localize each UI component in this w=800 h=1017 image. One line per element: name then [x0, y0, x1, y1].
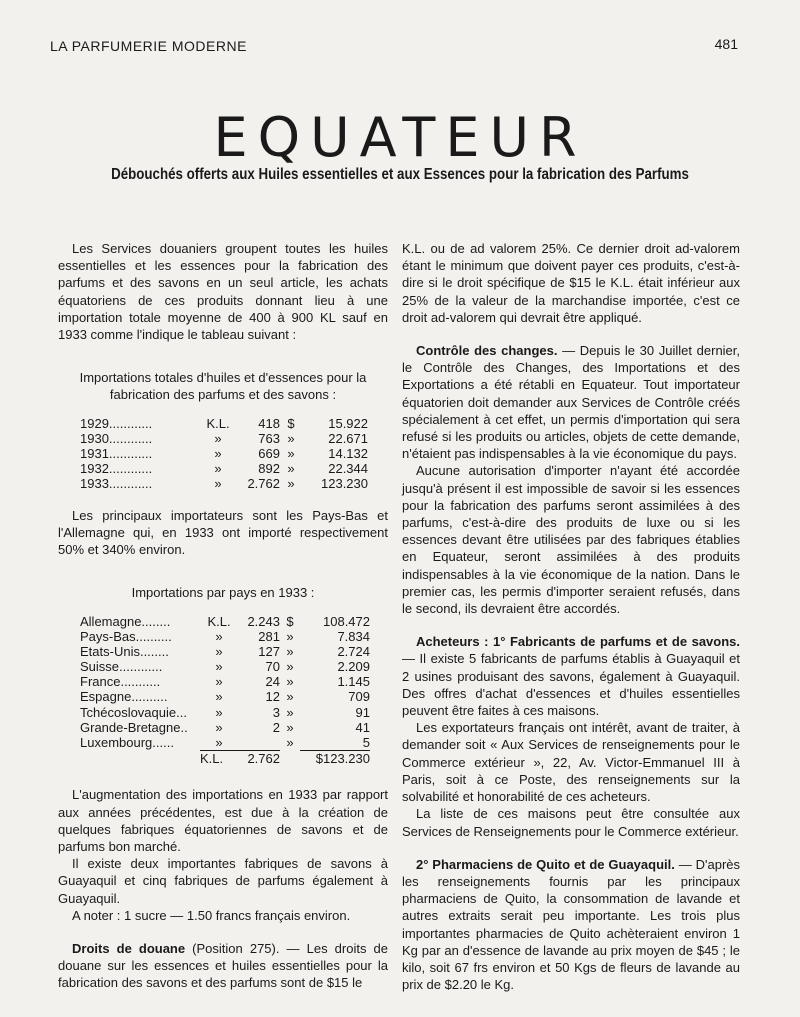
kl-cell: 2.243	[247, 613, 280, 629]
year-cell: 1932............	[80, 460, 153, 476]
country-cell: Tchécoslovaquie...	[80, 704, 187, 720]
usd-cell: 22.671	[328, 430, 368, 446]
article-subtitle: Débouchés offerts aux Huiles essentielles et aux Essences pour la fabrication des Parfums	[111, 166, 689, 183]
usd-cell: 709	[348, 689, 370, 705]
kl-cell	[238, 735, 280, 751]
droits-heading: Droits de douane	[72, 940, 186, 956]
kl-cell: 2	[272, 719, 280, 735]
table-totals-by-year	[80, 416, 368, 491]
kl-cell: 3	[272, 704, 280, 720]
country-cell: Suisse............	[80, 659, 163, 675]
left-column	[58, 240, 388, 992]
table-row	[80, 629, 370, 644]
kl-cell: 892	[258, 460, 280, 476]
country-cell: Luxembourg......	[80, 735, 174, 751]
unit-cell: »	[214, 430, 222, 446]
page-number: 481	[714, 36, 738, 52]
table-row	[80, 461, 368, 476]
running-head: LA PARFUMERIE MODERNE	[50, 38, 247, 54]
usd-cell: 5	[362, 735, 370, 751]
pharmaciens-text: — D'après les renseignements fournis par les principaux pharmaciens de Quito, la consommation de lavande et autres extraits serait peu importante. Les trois plus importantes pharmacies de Quito achèteraient environ 1 Kg par an d'essence de lavande au prix moyen de $45 ; le kilo, soit 67 frs environ et 50 Kgs de fleurs de lavande au prix de $2.20 le Kg.	[402, 856, 740, 993]
currency-cell: »	[286, 643, 294, 659]
usd-cell: 123.230	[321, 475, 368, 491]
kl-cell: 2.762	[247, 475, 280, 491]
currency-cell: »	[287, 460, 295, 476]
controle-heading: Contrôle des changes.	[416, 343, 558, 359]
kl-cell: 418	[258, 415, 280, 431]
unit-cell: »	[215, 659, 223, 675]
acheteurs-text: — Il existe 5 fabricants de parfums établis à Guayaquil et 2 usines produisant des savons, également à Guayaquil. Des offres d'achat d'essences et d'huiles essentielles peuvent être faites à ces maisons.	[402, 651, 740, 719]
usd-cell: 22.344	[328, 460, 368, 476]
year-cell: 1929............	[80, 415, 153, 431]
unit-cell: »	[214, 460, 222, 476]
acheteurs-heading: Acheteurs : 1° Fabricants de parfums et de savons.	[416, 634, 740, 650]
kl-cell: 763	[258, 430, 280, 446]
table-by-country	[80, 613, 370, 766]
unit-cell: »	[215, 704, 223, 720]
country-cell: Espagne..........	[80, 689, 168, 705]
currency-cell: »	[286, 659, 294, 675]
fabriques-paragraph: Il existe deux importantes fabriques de savons à Guayaquil et cinq fabriques de parfums également à Guayaquil.	[58, 856, 388, 906]
currency-cell: »	[286, 628, 294, 644]
table1-title: Importations totales d'huiles et d'essences pour la fabrication des parfums et des savons :	[79, 370, 367, 403]
year-cell: 1931............	[80, 445, 153, 461]
acheteurs-paragraph	[402, 633, 740, 719]
usd-cell: 15.922	[328, 415, 368, 431]
controle-text: — Depuis le 30 Juillet dernier, le Contrôle des Changes, des Importations et des Exportations a été rétabli en Equateur. Tout importateur équatorien doit demander aux Services de Contrôle créés spécialement à cet effet, un permis d'importation qui sera refusé si les produits ou articles, objets de cette demande, n'étaient pas indispensables à la vie économique du pays.	[402, 343, 741, 462]
currency-cell: »	[286, 689, 294, 705]
usd-cell: 41	[355, 719, 370, 735]
pharmaciens-heading: 2° Pharmaciens de Quito et de Guayaquil.	[416, 856, 675, 872]
unit-cell: »	[215, 719, 223, 735]
kl-cell: 70	[265, 659, 280, 675]
continued-paragraph: K.L. ou de ad valorem 25%. Ce dernier droit ad-valorem étant le minimum que doivent payer ces produits, c'est-à-dire si le droit spécifique de $15 le K.L. était inférieur aux 25% de la valeur de la marchandise importée, c'est ce droit ad-valorem qui devrait être appliqué.	[402, 241, 740, 325]
table-row	[80, 476, 368, 491]
table-row	[80, 644, 370, 659]
intro-paragraph: Les Services douaniers groupent toutes les huiles essentielles et les essences pour la fabrication des parfums et des savons en un seul article, les achats équatoriens de ces produits donnant lieu à une importation totale moyenne de 400 à 900 KL sauf en 1933 comme l'indique le tableau suivant :	[58, 241, 388, 343]
currency-cell: $	[287, 415, 295, 431]
aucune-paragraph: Aucune autorisation d'importer n'ayant été accordée jusqu'à présent il est impossible de savoir si les essences pour la fabrication des parfums seront assimilées à des parfums, c'est-à-dire des produits de luxe ou si les essences devant être utilisées par des fabriques établies en Equateur, seront assimilées à des produits indispensables à la vie économique de la nation. Dans le premier cas, les permis d'importer seraient refusés, dans le second, ils devraient être accordés.	[402, 463, 740, 617]
controle-paragraph	[402, 342, 740, 462]
table2-title: Importations par pays en 1933 :	[131, 585, 315, 601]
table-row	[80, 674, 370, 689]
total-unit: K.L.	[200, 751, 238, 767]
kl-cell: 669	[258, 445, 280, 461]
table-row	[80, 720, 370, 735]
currency-cell: »	[287, 475, 295, 491]
usd-cell: 7.834	[337, 628, 370, 644]
usd-cell: 1.145	[337, 674, 370, 690]
table-row	[80, 735, 370, 751]
currency-cell: »	[286, 674, 294, 690]
country-cell: France...........	[80, 674, 161, 690]
usd-cell: 108.472	[323, 613, 370, 629]
unit-cell: »	[215, 643, 223, 659]
table-row	[80, 446, 368, 461]
unit-cell: »	[215, 628, 223, 644]
kl-cell: 12	[265, 689, 280, 705]
unit-cell: »	[215, 689, 223, 705]
country-cell: Allemagne........	[80, 613, 171, 629]
liste-paragraph: La liste de ces maisons peut être consultée aux Services de Renseignements pour le Commerce extérieur.	[402, 806, 740, 839]
usd-cell: 2.209	[337, 659, 370, 675]
year-cell: 1930............	[80, 430, 153, 446]
unit-cell: K.L.	[207, 613, 231, 629]
currency-cell: »	[287, 445, 295, 461]
augmentation-paragraph: L'augmentation des importations en 1933 par rapport aux années précédentes, est due à la création de quelques fabriques équatoriennes de savons et de parfums bon marché.	[58, 787, 388, 854]
currency-cell: $	[286, 613, 294, 629]
droits-paragraph	[58, 940, 388, 992]
table-row	[80, 416, 368, 431]
table-row	[80, 705, 370, 720]
table-total-row	[80, 751, 370, 767]
pharmaciens-paragraph	[402, 856, 740, 994]
right-column	[402, 240, 740, 993]
currency-cell: »	[287, 430, 295, 446]
currency-cell: »	[286, 704, 294, 720]
country-cell: Pays-Bas..........	[80, 628, 172, 644]
kl-cell: 24	[265, 674, 280, 690]
total-kl: 2.762	[238, 751, 280, 767]
total-usd: $123.230	[300, 751, 370, 767]
usd-cell: 91	[355, 704, 370, 720]
currency-cell: »	[286, 719, 294, 735]
country-cell: Etats-Unis........	[80, 643, 169, 659]
table-row	[80, 431, 368, 446]
usd-cell: 14.132	[328, 445, 368, 461]
importers-paragraph: Les principaux importateurs sont les Pays-Bas et l'Allemagne qui, en 1933 ont importé respectivement 50% et 340% environ.	[58, 507, 388, 558]
unit-cell: K.L.	[206, 415, 230, 431]
table-row	[80, 659, 370, 674]
unit-cell: »	[214, 475, 222, 491]
sucre-note: A noter : 1 sucre — 1.50 francs français environ.	[72, 907, 351, 923]
unit-cell: »	[215, 735, 223, 751]
currency-cell: »	[286, 735, 294, 751]
year-cell: 1933............	[80, 475, 153, 491]
usd-cell: 2.724	[337, 643, 370, 659]
exportateurs-paragraph: Les exportateurs français ont intérêt, avant de traiter, à demander soit « Aux Services de renseignements pour le Commerce extérieur », 22, Av. Victor-Emmanuel III à Paris, soit à ce Poste, des renseignements sur la solvabilité et honorabilité de ces acheteurs.	[402, 720, 740, 805]
droits-text: (Position 275). — Les droits de douane sur les essences et huiles essentielles pour la fabrication des savons et des parfums sont de $15 le	[58, 940, 388, 991]
kl-cell: 281	[258, 628, 280, 644]
table-row	[80, 689, 370, 704]
country-cell: Grande-Bretagne..	[80, 719, 188, 735]
table-row	[80, 613, 370, 628]
article-title: EQUATEUR	[213, 106, 587, 169]
unit-cell: »	[214, 445, 222, 461]
kl-cell: 127	[258, 643, 280, 659]
unit-cell: »	[215, 674, 223, 690]
